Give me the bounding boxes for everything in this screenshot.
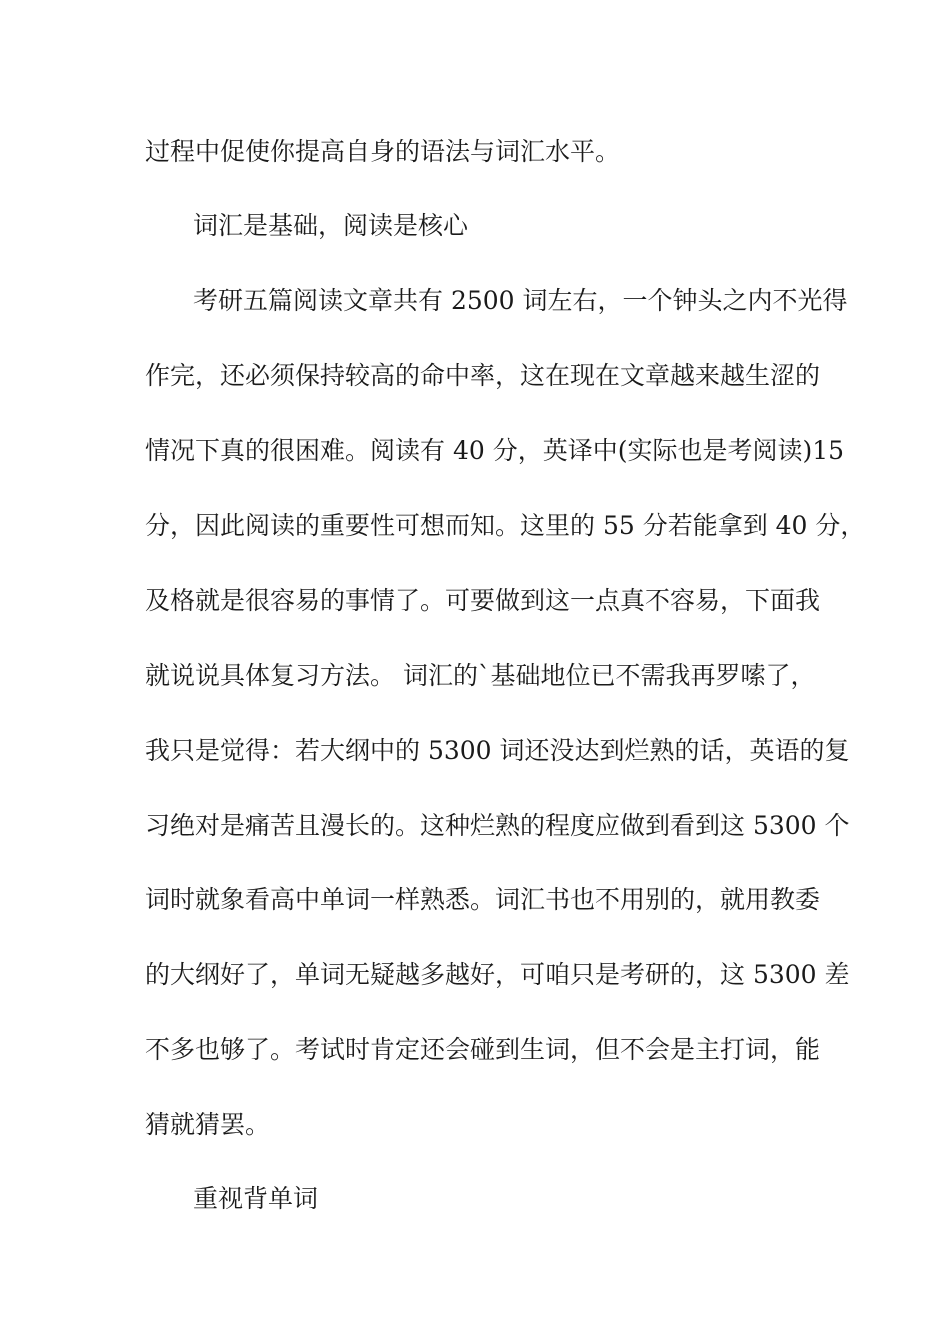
section-heading: 词汇是基础，阅读是核心 [193,211,469,240]
paragraph-line: 及格就是很容易的事情了。可要做到这一点真不容易，下面我 [145,586,821,615]
paragraph-line: 词时就象看高中单词一样熟悉。词汇书也不用别的，就用教委 [145,885,821,914]
paragraph-line: 的大纲好了，单词无疑越多越好，可咱只是考研的，这 5300 差 [145,960,850,989]
paragraph-line: 分，因此阅读的重要性可想而知。这里的 55 分若能拿到 40 分， [145,511,866,540]
paragraph-line: 我只是觉得：若大纲中的 5300 词还没达到烂熟的话，英语的复 [145,736,850,765]
paragraph-line: 猜就猜罢。 [145,1110,271,1139]
paragraph-line: 习绝对是痛苦且漫长的。这种烂熟的程度应做到看到这 5300 个 [145,811,850,840]
paragraph-line: 考研五篇阅读文章共有 2500 词左右，一个钟头之内不光得 [193,286,848,315]
paragraph-line: 过程中促使你提高自身的语法与词汇水平。 [145,137,621,166]
paragraph-line: 情况下真的很困难。阅读有 40 分，英译中(实际也是考阅读)15 [145,436,845,465]
paragraph-line: 作完，还必须保持较高的命中率，这在现在文章越来越生涩的 [145,361,821,390]
section-heading: 重视背单词 [193,1184,319,1213]
paragraph-line: 就说说具体复习方法。 词汇的`基础地位已不需我再罗嗦了， [145,661,816,690]
paragraph-line: 不多也够了。考试时肯定还会碰到生词，但不会是主打词，能 [145,1035,821,1064]
